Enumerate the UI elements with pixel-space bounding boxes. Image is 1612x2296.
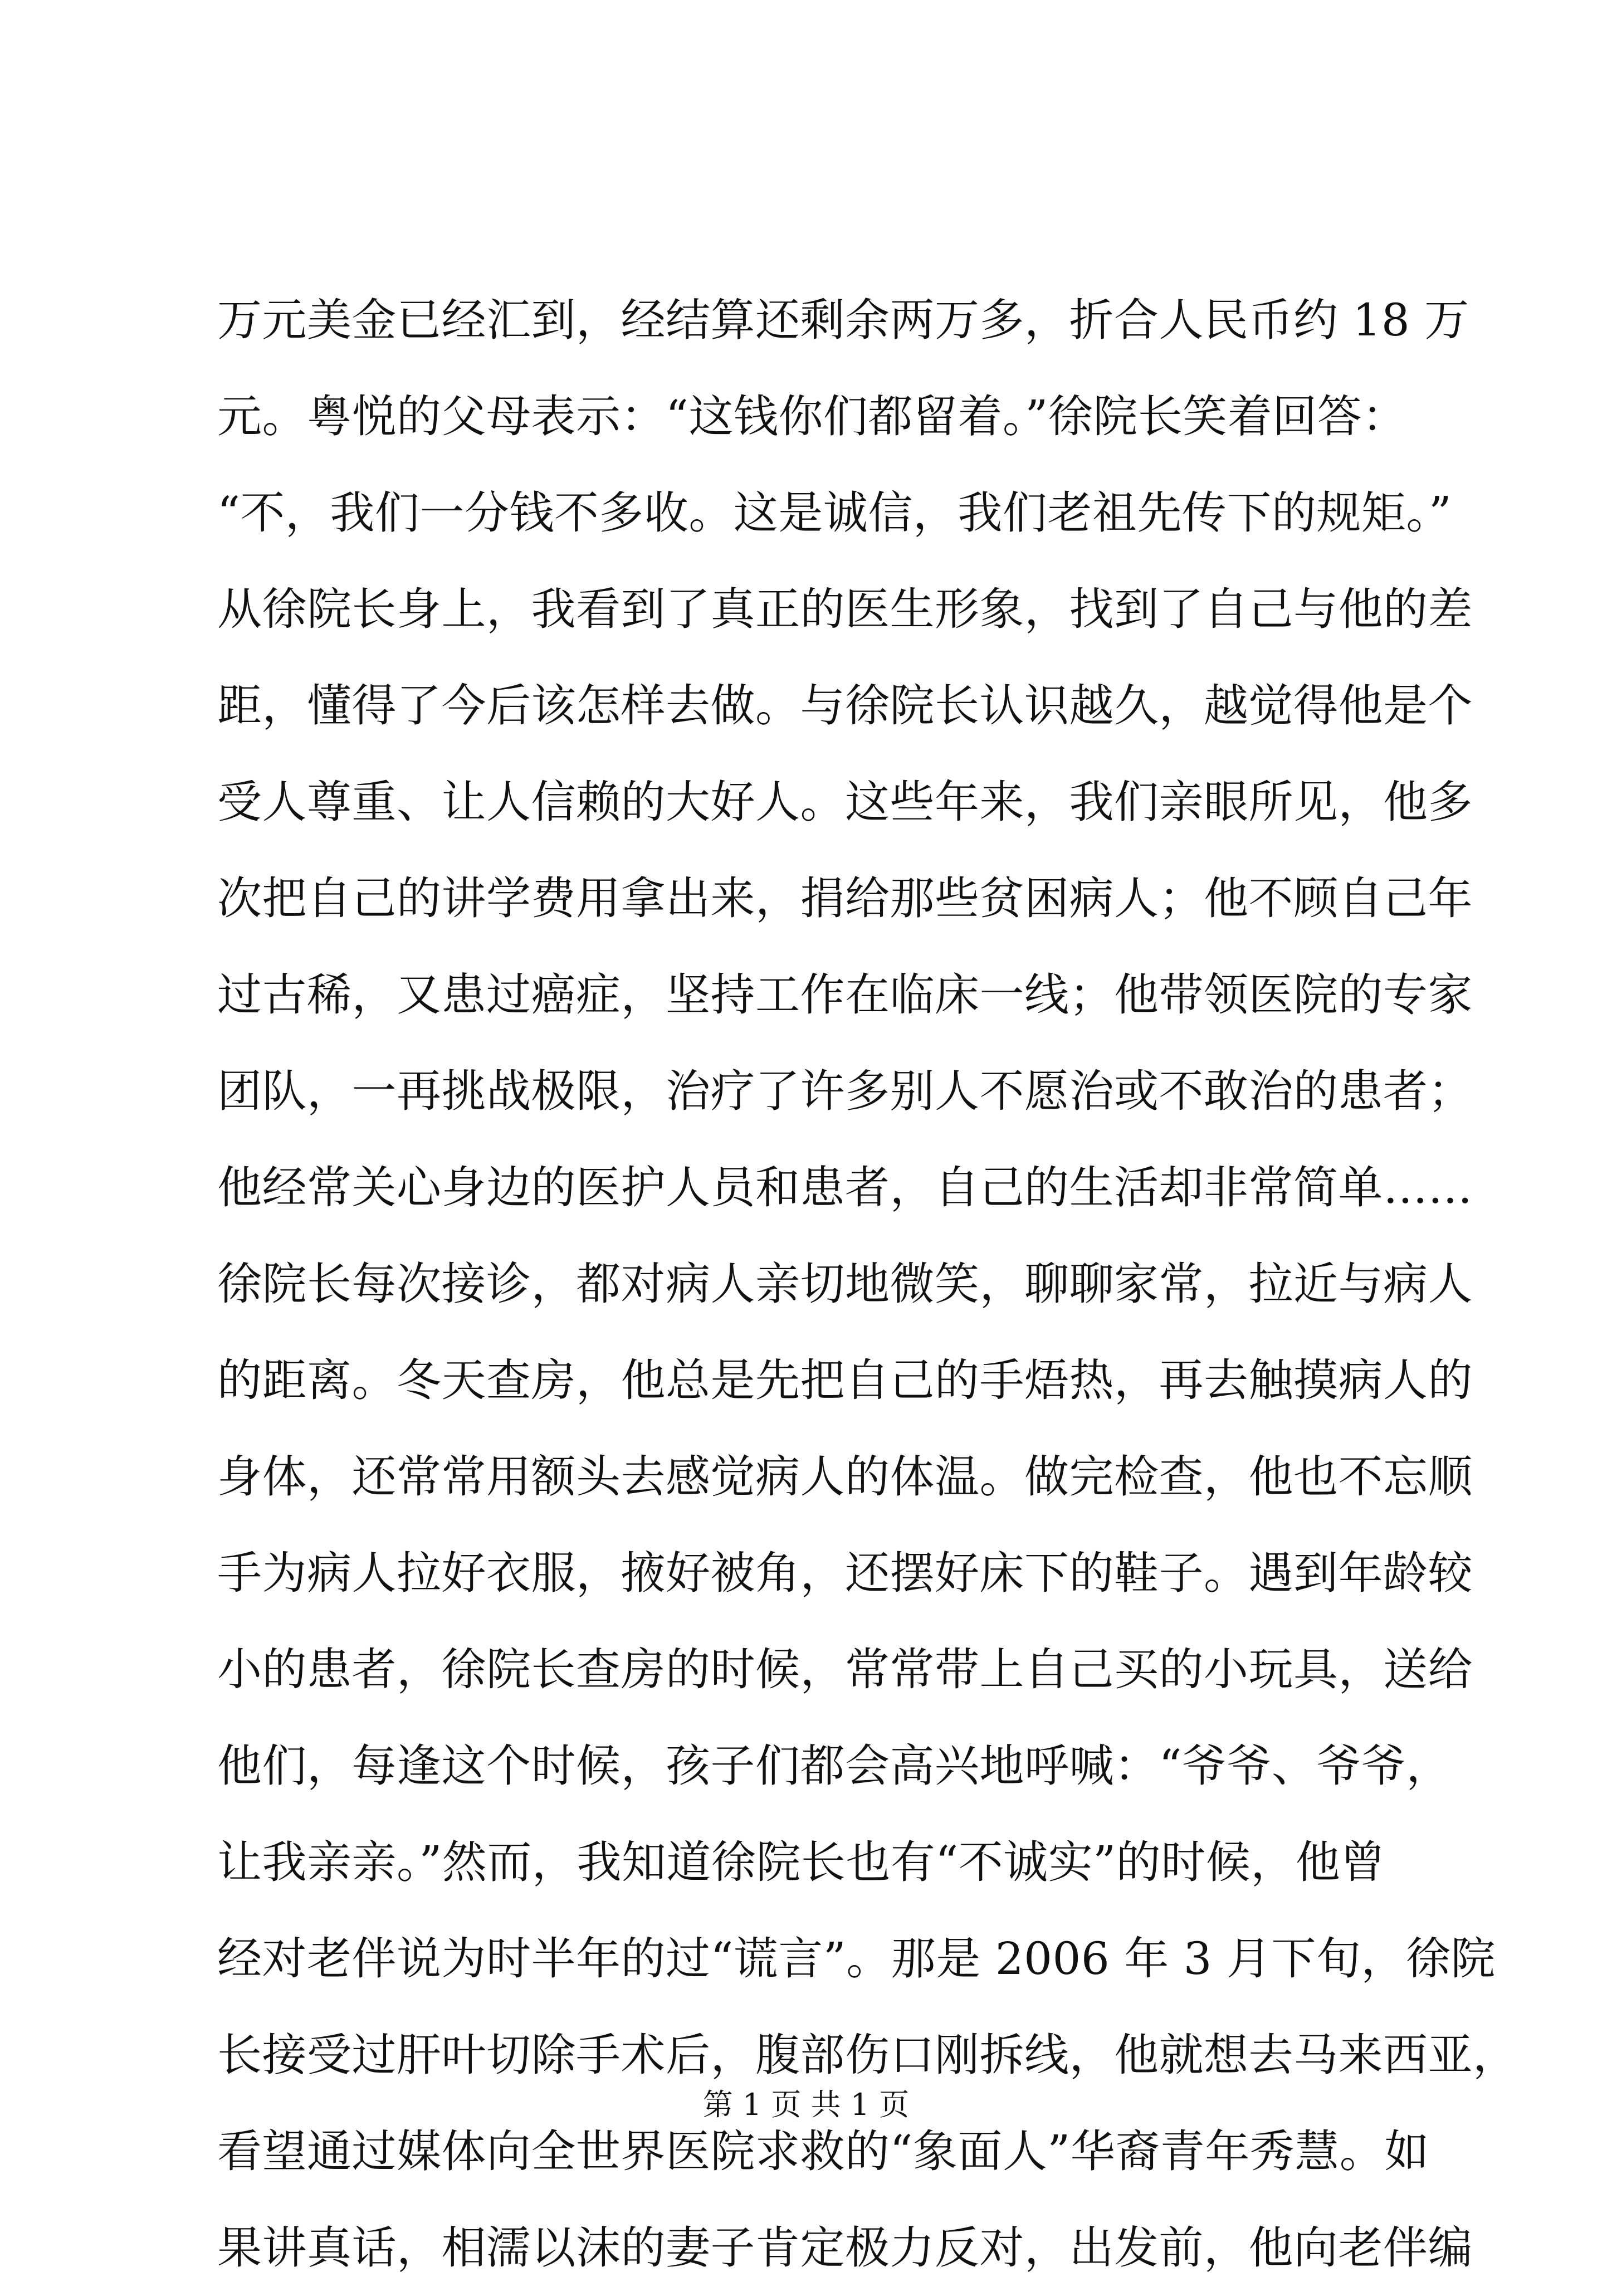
text-line: “不，我们一分钱不多收。这是诚信，我们老祖先传下的规矩。” bbox=[217, 487, 1452, 539]
text-line: 从徐院长身上，我看到了真正的医生形象，找到了自己与他的差 bbox=[217, 583, 1473, 635]
text-line: 小的患者，徐院长查房的时候，常常带上自己买的小玩具，送给 bbox=[217, 1644, 1473, 1695]
text-line: 万元美金已经汇到，经结算还剩余两万多，折合人民币约 18 万 bbox=[217, 294, 1469, 346]
text-line: 身体，还常常用额头去感觉病人的体温。做完检查，他也不忘顺 bbox=[217, 1451, 1473, 1503]
text-line: 经对老伴说为时半年的过“谎言”。那是 2006 年 3 月下旬，徐院 bbox=[217, 1933, 1496, 1985]
text-line: 团队，一再挑战极限，治疗了许多别人不愿治或不敢治的患者； bbox=[217, 1065, 1473, 1117]
text-line: 徐院长每次接诊，都对病人亲切地微笑，聊聊家常，拉近与病人 bbox=[217, 1258, 1473, 1310]
text-line: 过古稀，又患过癌症，坚持工作在临床一线；他带领医院的专家 bbox=[217, 969, 1473, 1021]
text-line: 他经常关心身边的医护人员和患者，自己的生活却非常简单…… bbox=[217, 1162, 1473, 1213]
text-line: 元。粤悦的父母表示：“这钱你们都留着。”徐院长笑着回答： bbox=[217, 391, 1407, 442]
page-number-footer: 第 1 页 共 1 页 bbox=[702, 2087, 910, 2122]
text-line: 次把自己的讲学费用拿出来，捐给那些贫困病人；他不顾自己年 bbox=[217, 872, 1473, 924]
text-line: 手为病人拉好衣服，掖好被角，还摆好床下的鞋子。遇到年龄较 bbox=[217, 1547, 1473, 1599]
text-line: 距，懂得了今后该怎样去做。与徐院长认识越久，越觉得他是个 bbox=[217, 680, 1473, 732]
text-line: 果讲真话，相濡以沫的妻子肯定极力反对，出发前，他向老伴编 bbox=[217, 2222, 1473, 2274]
text-line: 他们，每逢这个时候，孩子们都会高兴地呼喊：“爷爷、爷爷， bbox=[217, 1740, 1451, 1792]
text-line: 让我亲亲。”然而，我知道徐院长也有“不诚实”的时候，他曾 bbox=[217, 1836, 1385, 1888]
body-text bbox=[217, 272, 1518, 2296]
text-line: 的距离。冬天查房，他总是先把自己的手焐热，再去触摸病人的 bbox=[217, 1354, 1473, 1406]
text-line: 看望通过媒体向全世界医院求救的“象面人”华裔青年秀慧。如 bbox=[217, 2126, 1429, 2177]
text-line: 受人尊重、让人信赖的大好人。这些年来，我们亲眼所见，他多 bbox=[217, 776, 1473, 828]
text-line: 长接受过肝叶切除手术后，腹部伤口刚拆线，他就想去马来西亚， bbox=[217, 2029, 1518, 2081]
